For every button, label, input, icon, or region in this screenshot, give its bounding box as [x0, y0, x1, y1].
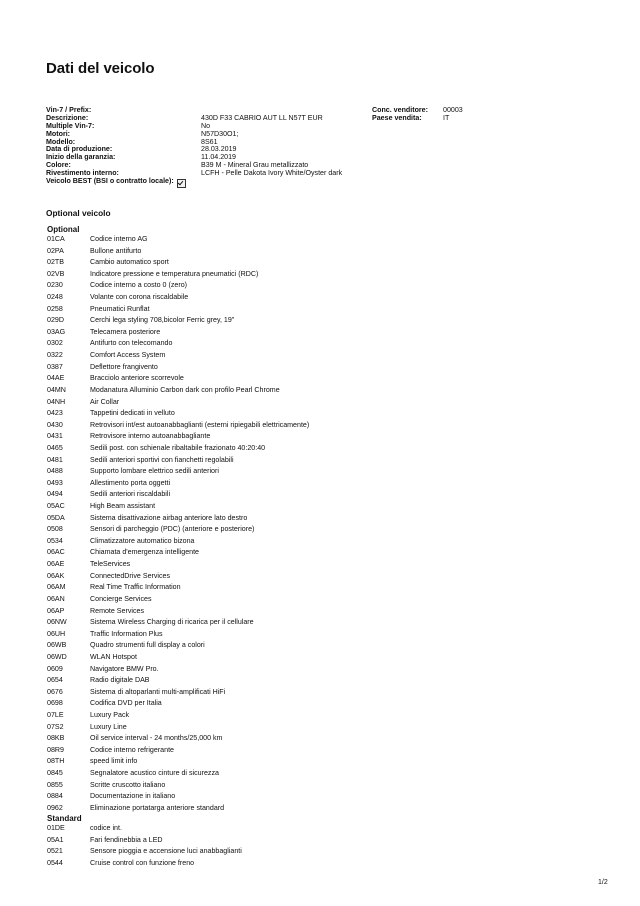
option-description: Sedili anteriori sportivi con fianchetti regolabili	[90, 455, 234, 464]
field-value: No	[201, 121, 211, 130]
option-description: Quadro strumenti full display a colori	[90, 641, 205, 650]
option-code: 06AM	[47, 583, 66, 592]
option-row	[47, 466, 447, 478]
option-code: 0258	[47, 304, 63, 313]
option-description: Concierge Services	[90, 594, 152, 603]
option-code: 04MN	[47, 385, 66, 394]
option-description: Retrovisore interno autoanabbagliante	[90, 432, 211, 441]
option-description: Sistema Wireless Charging di ricarica per il cellulare	[90, 618, 254, 627]
option-code: 0493	[47, 478, 63, 487]
option-row	[47, 431, 447, 443]
field-row	[46, 139, 486, 147]
option-code: 08TH	[47, 757, 65, 766]
optional-heading: Optional	[47, 225, 80, 234]
option-code: 01CA	[47, 235, 65, 243]
option-code: 0387	[47, 362, 63, 371]
option-row	[47, 350, 447, 362]
option-code: 05A1	[47, 835, 64, 844]
field-label: Conc. venditore:	[372, 106, 428, 114]
option-code: 06AN	[47, 594, 65, 603]
option-description: Deflettore frangivento	[90, 362, 158, 371]
dealer-details	[372, 107, 532, 123]
option-description: Bracciolo anteriore scorrevole	[90, 374, 184, 383]
option-row	[47, 234, 447, 246]
option-row	[47, 292, 447, 304]
option-code: 0698	[47, 699, 63, 708]
option-row	[47, 652, 447, 664]
option-description: Codice interno a costo 0 (zero)	[90, 281, 187, 290]
option-row	[47, 489, 447, 501]
option-code: 0654	[47, 676, 63, 685]
option-row	[47, 698, 447, 710]
option-row	[47, 536, 447, 548]
option-code: 0322	[47, 351, 63, 360]
option-row	[47, 246, 447, 258]
option-description: Sistema di altoparlanti multi-amplificati HiFi	[90, 687, 226, 696]
option-description: Indicatore pressione e temperatura pneumatici (RDC)	[90, 269, 259, 278]
option-row	[47, 582, 447, 594]
option-code: 0845	[47, 769, 63, 778]
option-description: Luxury Line	[90, 722, 127, 731]
option-row	[47, 745, 447, 757]
option-code: 08KB	[47, 734, 65, 743]
option-row	[47, 443, 447, 455]
field-label: Data di produzione:	[46, 145, 113, 154]
option-code: 07S2	[47, 722, 64, 731]
option-code: 05DA	[47, 513, 65, 522]
option-row	[47, 768, 447, 780]
field-value: 11.04.2019	[201, 153, 236, 162]
option-row	[47, 722, 447, 734]
option-description: Luxury Pack	[90, 710, 130, 719]
option-description: WLAN Hotspot	[90, 652, 137, 661]
field-label: Vin-7 / Prefix:	[46, 106, 92, 114]
field-label: Rivestimento interno:	[46, 169, 119, 178]
option-description: Codice interno AG	[90, 235, 148, 243]
option-row	[47, 455, 447, 467]
option-code: 06WB	[47, 641, 67, 650]
field-value	[186, 178, 486, 186]
option-description: Documentazione in italiano	[90, 792, 176, 801]
option-description: Allestimento porta oggetti	[90, 478, 171, 487]
option-row	[47, 373, 447, 385]
option-description: Oil service interval - 24 months/25,000 km	[90, 734, 223, 743]
option-row	[47, 675, 447, 687]
page-number: 1/2	[598, 879, 608, 886]
option-code: 06AP	[47, 606, 65, 615]
field-value: 430D F33 CABRIO AUT LL N57T EUR	[201, 113, 323, 122]
option-row	[47, 835, 447, 847]
option-description: Eliminazione portatarga anteriore standard	[90, 803, 225, 812]
option-code: 0423	[47, 409, 63, 418]
field-value: 00003	[443, 106, 463, 114]
option-row	[47, 397, 447, 409]
option-code: 0884	[47, 792, 63, 801]
field-value: 28.03.2019	[201, 145, 237, 154]
field-row	[372, 115, 532, 123]
option-description: Pneumatici Runflat	[90, 304, 150, 313]
option-code: 0230	[47, 281, 63, 290]
option-description: Retrovisori int/est autoanabbaglianti (esterni ripiegabili elettricamente)	[90, 420, 310, 429]
option-row	[47, 756, 447, 768]
option-row	[47, 780, 447, 792]
field-label: Motori:	[46, 129, 71, 138]
option-description: TeleServices	[90, 560, 131, 569]
option-code: 07LE	[47, 710, 64, 719]
field-row	[46, 178, 486, 186]
option-description: Sistema disattivazione airbag anteriore lato destro	[90, 513, 248, 522]
option-row	[47, 791, 447, 803]
option-row	[47, 338, 447, 350]
option-row	[47, 733, 447, 745]
option-row	[47, 629, 447, 641]
field-label: Multiple Vin-7:	[46, 121, 95, 130]
section-title-optional-veicolo: Optional veicolo	[46, 208, 111, 218]
option-row	[47, 571, 447, 583]
option-row	[47, 687, 447, 699]
option-description: Volante con corona riscaldabile	[90, 293, 189, 302]
option-code: 0430	[47, 420, 63, 429]
option-row	[47, 710, 447, 722]
option-code: 04NH	[47, 397, 66, 406]
option-description: Codice interno refrigerante	[90, 745, 174, 754]
option-description: Supporto lombare elettrico sedili anteriori	[90, 467, 219, 476]
option-code: 0676	[47, 687, 63, 696]
option-row	[47, 420, 447, 432]
field-value: B39 M - Mineral Grau metallizzato	[201, 161, 309, 170]
option-code: 02PA	[47, 246, 64, 255]
option-code: 08R9	[47, 745, 64, 754]
option-description: codice int.	[90, 824, 122, 832]
option-code: 0609	[47, 664, 63, 673]
field-row	[46, 123, 486, 131]
option-row	[47, 304, 447, 316]
option-description: Real Time Traffic Information	[90, 583, 181, 592]
option-row	[47, 269, 447, 281]
option-description: Cambio automatico sport	[90, 258, 169, 267]
best-checkbox[interactable]	[177, 179, 186, 188]
option-row	[47, 408, 447, 420]
option-description: Sedili post. con schienale ribaltabile frazionato 40:20:40	[90, 443, 266, 452]
option-description: Cruise control con funzione freno	[90, 858, 195, 867]
option-code: 0521	[47, 847, 63, 856]
option-code: 06AK	[47, 571, 65, 580]
option-code: 0488	[47, 467, 63, 476]
option-description: Remote Services	[90, 606, 145, 615]
option-row	[47, 547, 447, 559]
option-row	[47, 858, 447, 870]
option-description: Telecamera posteriore	[90, 327, 161, 336]
option-code: 0248	[47, 293, 63, 302]
option-code: 0302	[47, 339, 63, 348]
option-row	[47, 594, 447, 606]
option-row	[47, 524, 447, 536]
option-description: Codifica DVD per Italia	[90, 699, 162, 708]
option-description: Navigatore BMW Pro.	[90, 664, 159, 673]
option-description: Sensore pioggia e accensione luci anabbaglianti	[90, 847, 242, 856]
page-title: Dati del veicolo	[46, 60, 155, 77]
option-row	[47, 478, 447, 490]
field-label: Descrizione:	[46, 113, 89, 122]
field-label: Paese vendita:	[372, 113, 422, 122]
option-row	[47, 257, 447, 269]
option-row	[47, 606, 447, 618]
option-row	[47, 513, 447, 525]
option-description: Modanatura Alluminio Carbon dark con profilo Pearl Chrome	[90, 385, 280, 394]
option-description: Segnalatore acustico cinture di sicurezza	[90, 769, 219, 778]
field-value: 8S61	[201, 137, 218, 146]
standard-heading: Standard	[47, 814, 82, 823]
option-description: Fari fendinebbia a LED	[90, 835, 163, 844]
option-code: 06AE	[47, 560, 65, 569]
option-code: 06UH	[47, 629, 66, 638]
option-row	[47, 280, 447, 292]
option-description: Cerchi lega styling 708,bicolor Ferric grey, 19"	[90, 316, 235, 325]
field-value: N57D30O1;	[201, 129, 239, 138]
option-description: ConnectedDrive Services	[90, 571, 171, 580]
option-row	[47, 385, 447, 397]
option-code: 06NW	[47, 618, 67, 627]
option-code: 0962	[47, 803, 63, 812]
field-label: Colore:	[46, 161, 71, 170]
option-code: 0544	[47, 858, 63, 867]
option-description: Traffic Information Plus	[90, 629, 163, 638]
option-description: Air Collar	[90, 397, 120, 406]
field-value: LCFH - Pelle Dakota Ivory White/Oyster dark	[201, 169, 343, 178]
option-row	[47, 315, 447, 327]
option-description: Sedili anteriori riscaldabili	[90, 490, 171, 499]
option-code: 0508	[47, 525, 63, 534]
option-description: Radio digitale DAB	[90, 676, 150, 685]
option-description: Bullone antifurto	[90, 246, 142, 255]
option-row	[47, 559, 447, 571]
standard-list	[47, 823, 447, 869]
option-description: High Beam assistant	[90, 502, 156, 511]
option-code: 029D	[47, 316, 64, 325]
option-code: 03AG	[47, 327, 66, 336]
option-description: Chiamata d'emergenza intelligente	[90, 548, 200, 557]
option-row	[47, 501, 447, 513]
option-row	[47, 846, 447, 858]
option-row	[47, 823, 447, 835]
field-row	[46, 131, 486, 139]
option-description: Tappetini dedicati in velluto	[90, 409, 175, 418]
option-code: 06AC	[47, 548, 65, 557]
field-label: Modello:	[46, 137, 76, 146]
option-code: 02TB	[47, 258, 64, 267]
option-description: Scritte cruscotto italiano	[90, 780, 166, 789]
option-code: 0465	[47, 443, 63, 452]
option-code: 0855	[47, 780, 63, 789]
option-row	[47, 664, 447, 676]
option-description: Climatizzatore automatico bizona	[90, 536, 195, 545]
option-code: 0494	[47, 490, 63, 499]
option-description: speed limit info	[90, 757, 138, 766]
option-code: 0481	[47, 455, 63, 464]
field-label: Veicolo BEST (BSI o contratto locale):	[46, 177, 174, 186]
field-value: IT	[443, 113, 450, 122]
option-row	[47, 327, 447, 339]
option-description: Antifurto con telecomando	[90, 339, 173, 348]
field-label: Inizio della garanzia:	[46, 153, 116, 162]
option-code: 0431	[47, 432, 63, 441]
option-row	[47, 362, 447, 374]
option-description: Sensori di parcheggio (PDC) (anteriore e posteriore)	[90, 525, 255, 534]
option-description: Comfort Access System	[90, 351, 166, 360]
option-row	[47, 803, 447, 815]
option-code: 05AC	[47, 502, 65, 511]
optional-list	[47, 234, 447, 814]
option-code: 04AE	[47, 374, 65, 383]
option-code: 06WD	[47, 652, 67, 661]
option-code: 0534	[47, 536, 63, 545]
option-code: 01DE	[47, 824, 65, 832]
option-row	[47, 640, 447, 652]
option-code: 02VB	[47, 269, 65, 278]
option-row	[47, 617, 447, 629]
